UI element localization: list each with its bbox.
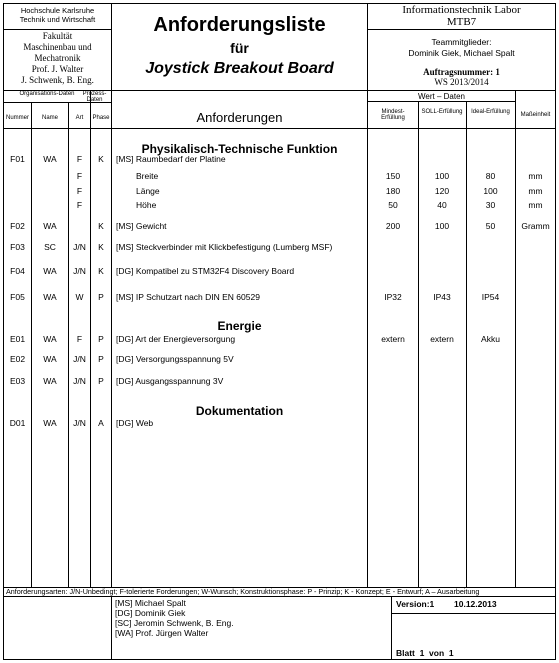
lab-line2: MTB7	[446, 16, 477, 28]
lab-block	[368, 4, 555, 28]
row-phase: P	[98, 334, 104, 344]
column-header-bottom	[3, 128, 556, 129]
col-ideal-header: Ideal-Erfüllung	[471, 109, 510, 115]
school-block	[4, 6, 111, 24]
row-soll-value: 100	[434, 221, 450, 231]
prof-name: Prof. J. Walter	[31, 64, 84, 74]
frame-right	[555, 3, 556, 660]
col-unit-header: Maßeinheit	[520, 112, 551, 118]
row-requirement: [DG] Ausgangsspannung 3V	[116, 376, 224, 386]
row-name: WA	[43, 154, 57, 164]
row-art: F	[76, 186, 83, 196]
version-date: 10.12.2013	[454, 599, 497, 609]
row-min-value: 200	[385, 221, 401, 231]
row-soll-value: 120	[434, 186, 450, 196]
legend-bottom-line	[3, 596, 556, 597]
legend-text: Anforderungsarten: J/N-Unbedingt; F-tolerierte Forderungen; W-Wunsch; Konstruktionsphase: P - Prinzip; K - Konzept; E - Entwurf; A – Ausarbeitung	[6, 587, 480, 596]
school-line2: Technik und Wirtschaft	[19, 15, 96, 24]
row-unit: mm	[528, 186, 543, 196]
row-requirement: Breite	[136, 171, 159, 181]
assistant-name: J. Schwenk, B. Eng.	[21, 75, 94, 85]
row-requirement: Länge	[136, 186, 160, 196]
team-names: Dominik Giek, Michael Spalt	[408, 48, 515, 58]
section-dokumentation: Dokumentation	[195, 404, 284, 418]
row-min-value: 150	[385, 171, 401, 181]
faculty-line2: Maschinenbau und	[23, 42, 92, 52]
semester: WS 2013/2014	[434, 77, 489, 87]
title-for: für	[230, 40, 249, 56]
wert-daten-header: Wert – Daten	[418, 92, 465, 101]
row-phase: K	[98, 266, 104, 276]
row-requirement: [MS] Raumbedarf der Platine	[116, 154, 226, 164]
row-soll-value: extern	[430, 334, 454, 344]
col-nr-divider	[31, 102, 32, 587]
row-requirement: [DG] Versorgungsspannung 5V	[116, 354, 234, 364]
author-dg: [DG] Dominik Giek	[115, 608, 186, 618]
faculty-block	[4, 31, 111, 86]
row-name: SC	[44, 242, 56, 252]
order-block	[368, 67, 555, 87]
row-name: WA	[43, 354, 57, 364]
author-list	[115, 598, 234, 638]
row-number: D01	[9, 418, 26, 428]
col-art-header: Art	[75, 115, 84, 121]
row-art: J/N	[73, 242, 86, 252]
row-name: WA	[43, 334, 57, 344]
frame-bottom	[3, 659, 556, 660]
row-art: F	[76, 154, 83, 164]
school-line1: Hochschule Karlsruhe	[20, 6, 95, 15]
sheet-number: Blatt 1 von 1	[396, 648, 454, 658]
row-min-value: 180	[385, 186, 401, 196]
col-ideal-divider	[515, 90, 516, 587]
row-phase: P	[98, 376, 104, 386]
row-ideal-value: Akku	[481, 334, 500, 344]
row-ideal-value: 50	[485, 221, 496, 231]
row-name: WA	[43, 292, 57, 302]
row-requirement: [MS] IP Schutzart nach DIN EN 60529	[116, 292, 260, 302]
row-phase: K	[98, 242, 104, 252]
row-number: F01	[10, 154, 25, 164]
row-number: F05	[10, 292, 25, 302]
author-sc: [SC] Jeromin Schwenk, B. Eng.	[115, 618, 234, 628]
author-ms: [MS] Michael Spalt	[115, 598, 186, 608]
row-ideal-value: 100	[483, 186, 498, 196]
row-phase: K	[98, 154, 104, 164]
page-title: Anforderungsliste	[153, 14, 326, 36]
row-phase: K	[98, 221, 104, 231]
row-min-value: 50	[388, 200, 398, 210]
row-art: F	[76, 171, 83, 181]
faculty-line1: Fakultät	[42, 31, 73, 41]
project-title: Joystick Breakout Board	[145, 60, 334, 77]
version-label: Version:1	[396, 599, 435, 609]
row-number: F04	[10, 266, 25, 276]
row-art: F	[76, 200, 83, 210]
row-name: WA	[43, 266, 57, 276]
row-name: WA	[43, 221, 57, 231]
row-min-value: IP32	[384, 292, 402, 302]
org-data-header: Organisations-Daten	[19, 91, 75, 97]
row-art: J/N	[73, 354, 86, 364]
lab-separator	[367, 29, 556, 30]
section-energie: Energie	[217, 319, 262, 333]
wert-daten-line	[367, 101, 515, 102]
row-name: WA	[43, 418, 57, 428]
footer-right-divider	[391, 596, 392, 660]
row-requirement: [DG] Kompatibel zu STM32F4 Discovery Board	[116, 266, 295, 276]
row-requirement: [DG] Web	[116, 418, 154, 428]
lab-line1: Informationstechnik Labor	[402, 4, 521, 16]
row-number: E02	[9, 354, 26, 364]
row-number: F02	[10, 221, 25, 231]
row-phase: A	[98, 418, 104, 428]
row-unit: mm	[528, 200, 543, 210]
row-unit: mm	[528, 171, 543, 181]
row-ideal-value: 80	[485, 171, 496, 181]
row-art: F	[76, 334, 83, 344]
col-phase-header: Phase	[92, 115, 110, 121]
row-requirement: [DG] Art der Energieversorgung	[116, 334, 236, 344]
row-art: J/N	[73, 418, 86, 428]
school-separator	[3, 29, 112, 30]
col-anforderungen-header: Anforderungen	[196, 110, 283, 125]
col-soll-header: SOLL-Erfüllung	[421, 109, 463, 115]
team-label: Teammitglieder:	[431, 37, 492, 47]
row-phase: P	[98, 354, 104, 364]
row-requirement: [MS] Gewicht	[116, 221, 167, 231]
col-nr-header: Nummer	[5, 115, 29, 121]
col-name-header: Name	[41, 115, 58, 121]
row-ideal-value: IP54	[481, 292, 500, 302]
row-requirement: [MS] Steckverbinder mit Klickbefestigung (Lumberg MSF)	[116, 242, 333, 252]
row-art: J/N	[73, 376, 86, 386]
process-data-header: Prozess-Daten	[82, 91, 107, 103]
row-number: E03	[9, 376, 26, 386]
section-physikalisch: Physikalisch-Technische Funktion	[141, 142, 338, 156]
row-art: W	[75, 292, 84, 302]
footer-left-divider	[111, 596, 112, 660]
author-wa: [WA] Prof. Jürgen Walter	[115, 628, 209, 638]
row-soll-value: 100	[434, 171, 450, 181]
row-min-value: extern	[381, 334, 405, 344]
row-soll-value: IP43	[433, 292, 451, 302]
faculty-line3: Mechatronik	[34, 53, 81, 63]
row-number: E01	[9, 334, 26, 344]
row-unit: Gramm	[521, 221, 550, 231]
row-soll-value: 40	[437, 200, 447, 210]
col-min-header: Mindest-Erfüllung	[381, 109, 405, 121]
row-art: J/N	[73, 266, 86, 276]
row-name: WA	[43, 376, 57, 386]
row-number: F03	[10, 242, 25, 252]
team-block	[368, 37, 555, 59]
row-phase: P	[98, 292, 104, 302]
footer-version-line	[391, 613, 556, 614]
row-requirement: Höhe	[136, 200, 157, 210]
order-number: Auftragsnummer: 1	[423, 67, 500, 77]
row-ideal-value: 30	[485, 200, 496, 210]
